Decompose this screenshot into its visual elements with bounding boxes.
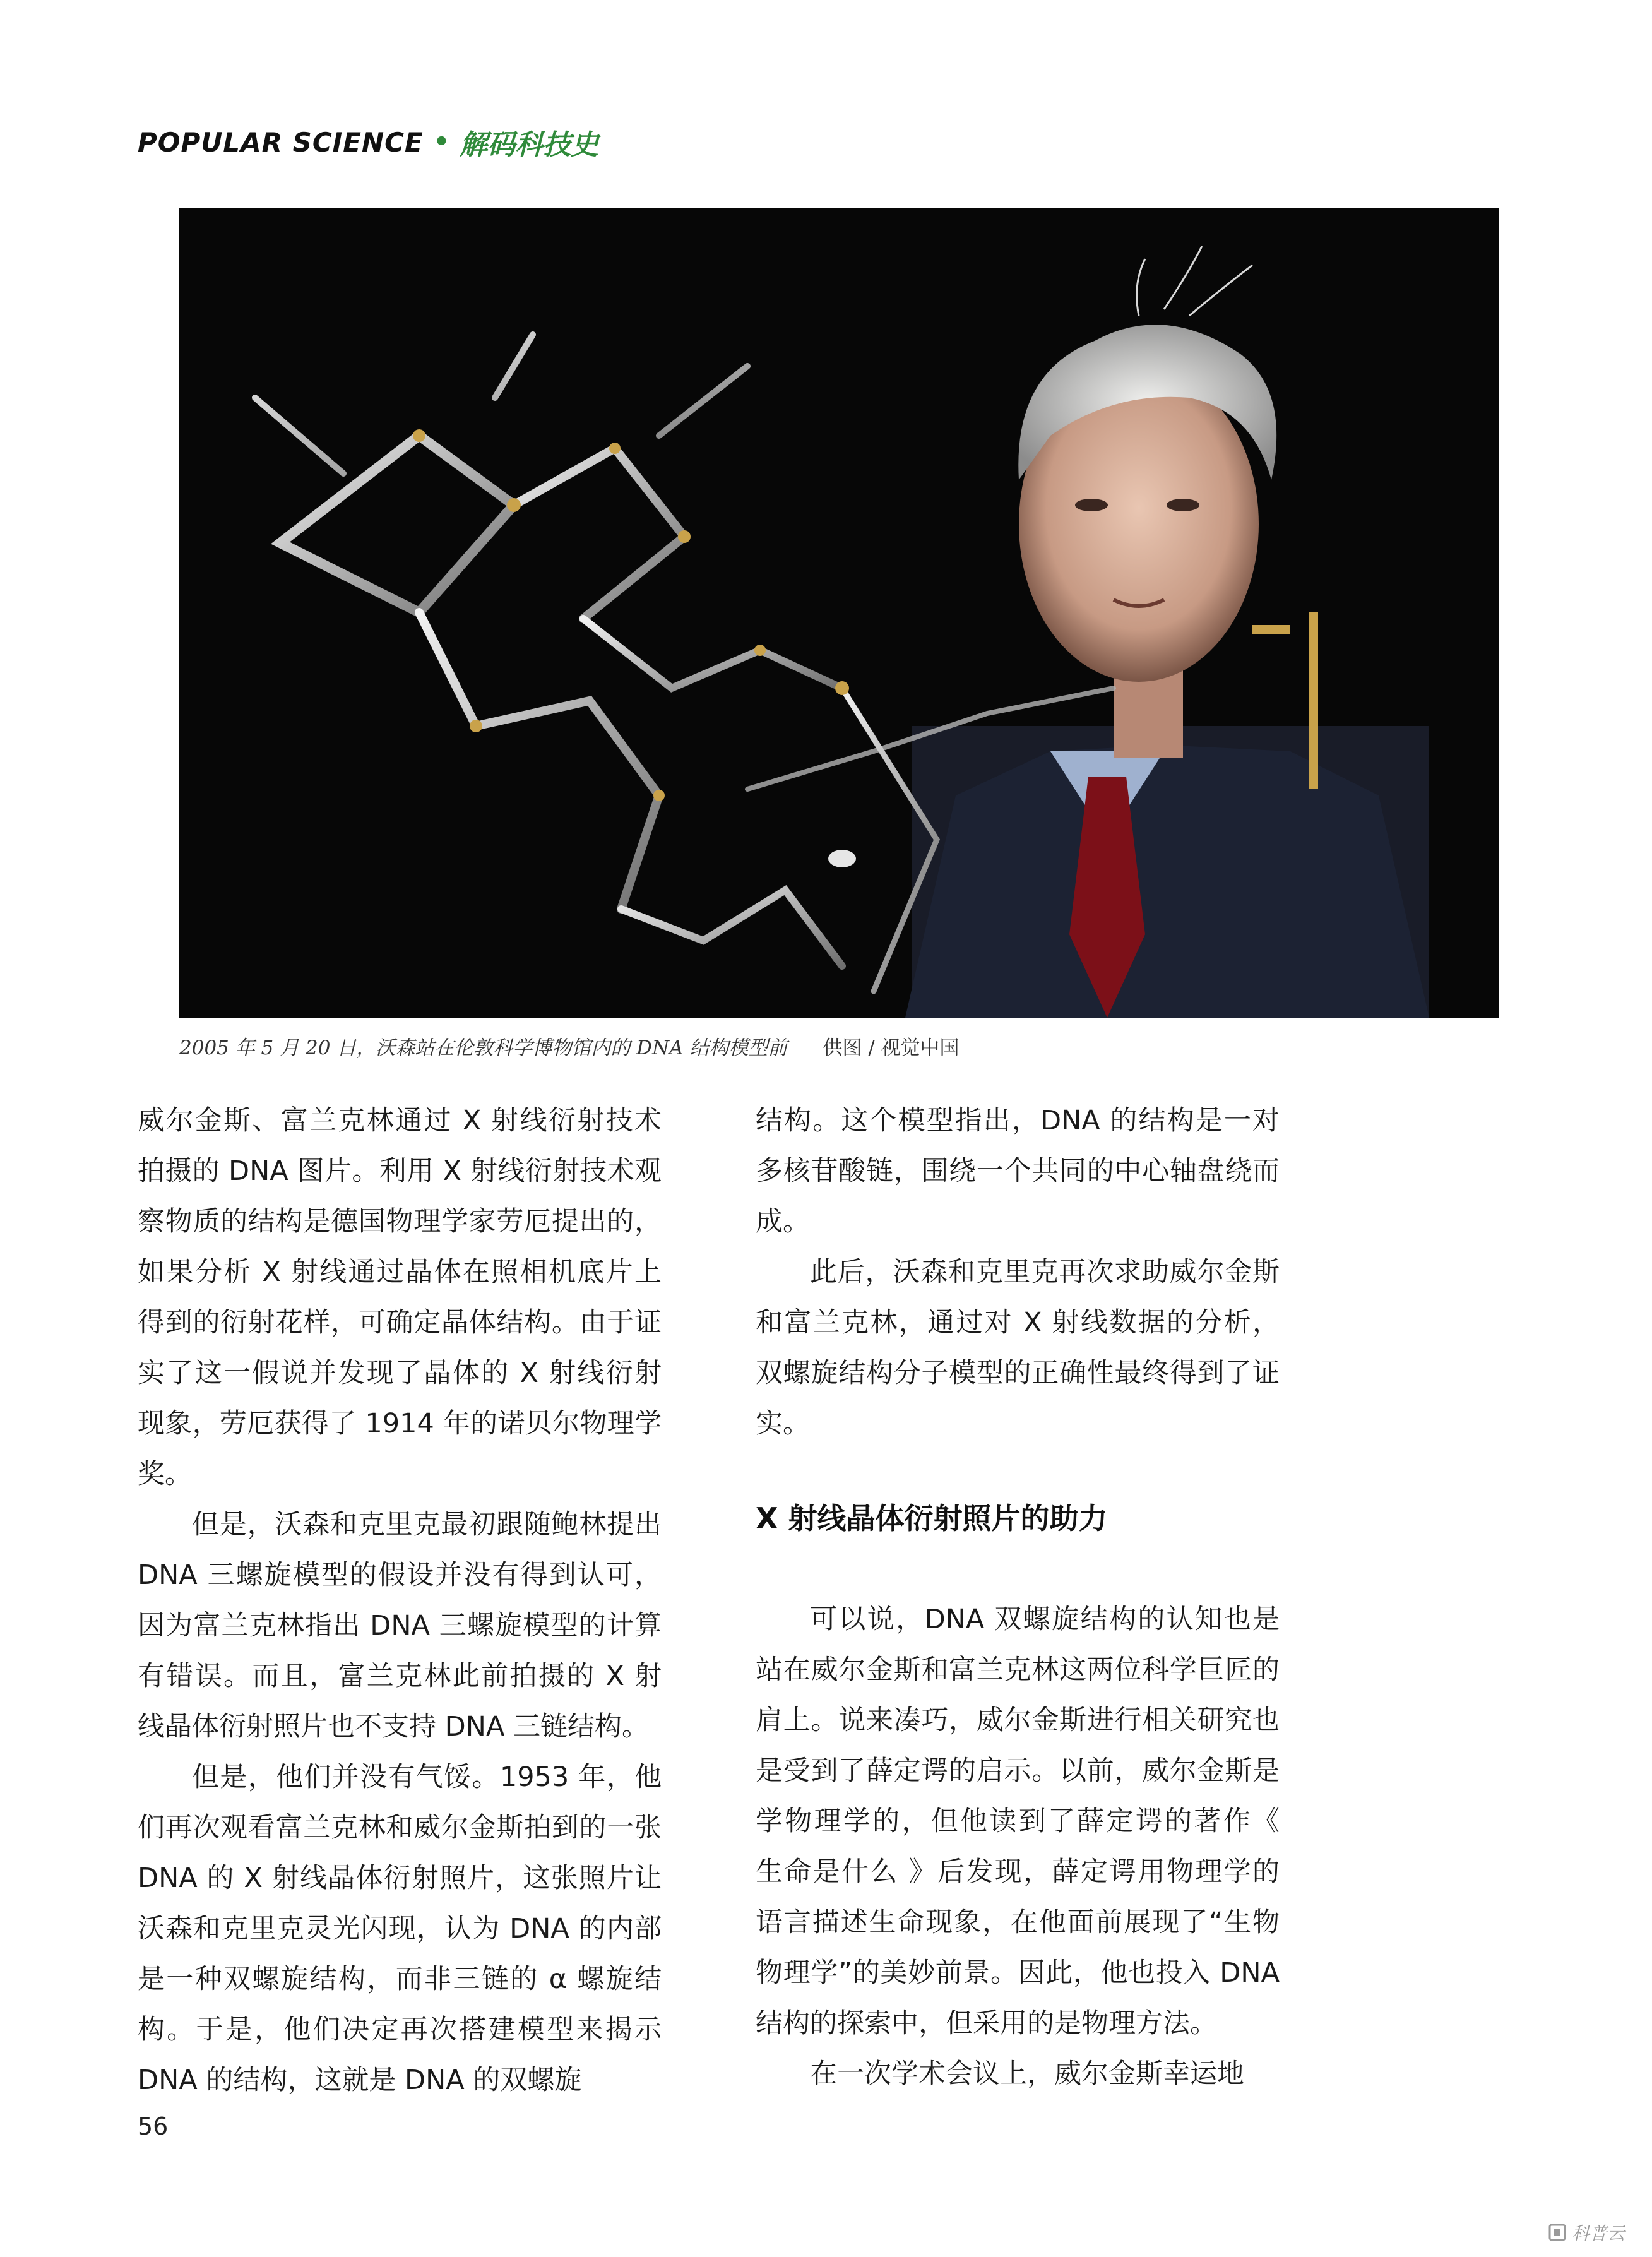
header-separator: • [433,128,450,157]
column-title: 解码科技史 [460,129,599,161]
watson-dna-model-photo [179,208,1499,1018]
page-number: 56 [138,2112,169,2140]
photo-caption [179,1028,1499,1063]
left-paragraph-3: 但是，他们并没有气馁。1953 年，他们再次观看富兰克林和威尔金斯拍到的一张 DNA 的 X 射线晶体衍射照片，这张照片让沃森和克里克灵光闪现，认为 DNA 的内部是一种双螺旋结构，而非三链的 α 螺旋结构。于是，他们决定再次搭建模型来揭示 DNA 的结构，这就是 DNA 的双螺旋 [138,1761,662,2096]
running-header [138,117,598,167]
left-paragraph-2: 但是，沃森和克里克最初跟随鲍林提出 DNA 三螺旋模型的假设并没有得到认可，因为富兰克林指出 DNA 三螺旋模型的计算有错误。而且，富兰克林此前拍摄的 X 射线晶体衍射照片也不支持 DNA 三链结构。 [138,1509,662,1742]
square-logo-icon [1548,2223,1567,2242]
right-paragraph-3: 可以说，DNA 双螺旋结构的认知也是站在威尔金斯和富兰克林这两位科学巨匠的肩上。说来凑巧，威尔金斯进行相关研究也是受到了薛定谔的启示。以前，威尔金斯是学物理学的，但他读到了薛定谔的著作《 生命是什么 》后发现，薛定谔用物理学的语言描述生命现象，在他面前展现了“生物物理学”的美妙前景。因此，他也投入 DNA 结构的探索中，但采用的是物理方法。 [756,1604,1280,2039]
watermark-text: 科普云 [1572,2223,1625,2244]
magazine-brand: POPULAR SCIENCE [138,126,424,158]
right-paragraph-2: 此后，沃森和克里克再次求助威尔金斯和富兰克林，通过对 X 射线数据的分析，双螺旋结构分子模型的正确性最终得到了证实。 [756,1256,1280,1439]
photo-illustration [179,208,1499,1018]
spacer [756,1449,1280,1493]
section-heading: X 射线晶体衍射照片的助力 [756,1501,1108,1535]
right-paragraph-1: 结构。这个模型指出，DNA 的结构是一对多核苷酸链，围绕一个共同的中心轴盘绕而成。 [756,1105,1280,1237]
article-left-column [138,1095,662,2105]
watermark [1548,2218,1625,2247]
right-paragraph-4: 在一次学术会议上，威尔金斯幸运地 [810,2058,1244,2090]
article-right-column [756,1095,1280,2099]
caption-text: 2005 年 5 月 20 日，沃森站在伦敦科学博物馆内的 DNA 结构模型前 [179,1036,788,1059]
left-paragraph-1: 威尔金斯、富兰克林通过 X 射线衍射技术拍摄的 DNA 图片。利用 X 射线衍射技术观察物质的结构是德国物理学家劳厄提出的，如果分析 X 射线通过晶体在照相机底片上得到的衍射花样，可确定晶体结构。由于证实了这一假说并发现了晶体的 X 射线衍射现象，劳厄获得了 1914 年的诺贝尔物理学奖。 [138,1105,662,1490]
spacer [756,1544,1280,1594]
photo-credit: 供图 / 视觉中国 [823,1036,960,1059]
